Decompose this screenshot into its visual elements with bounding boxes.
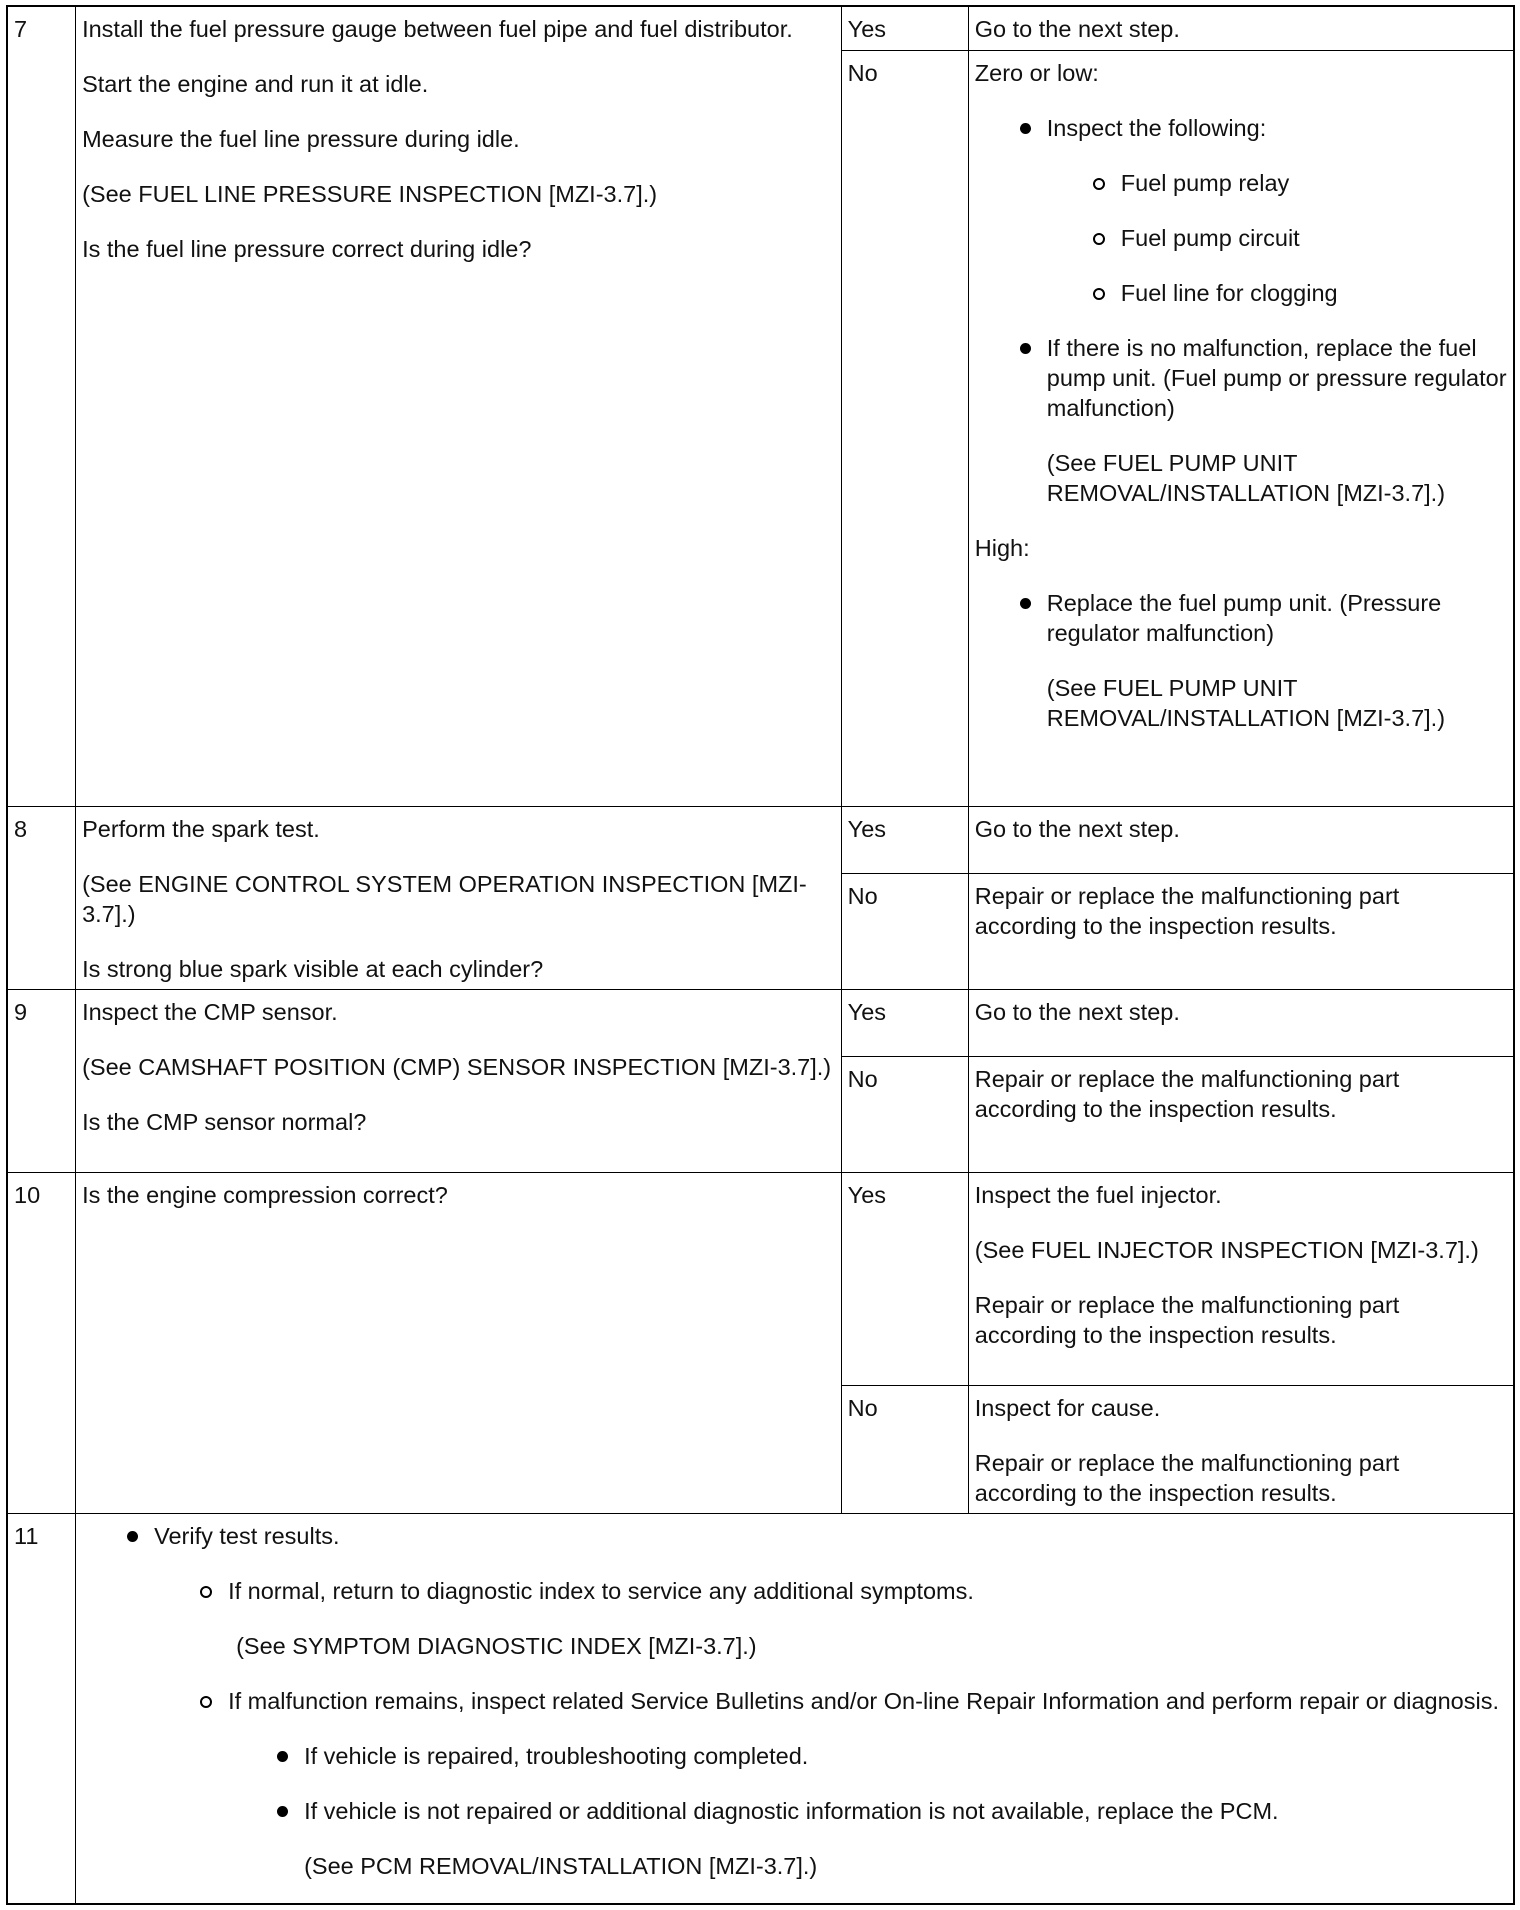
circle-item: If malfunction remains, inspect related Service Bulletins and/or On-line Repair Information and perform repair or diagnosis.: [196, 1686, 1507, 1716]
step-number: 11: [7, 1513, 76, 1904]
question-line: (See FUEL LINE PRESSURE INSPECTION [MZI-3.7].): [82, 181, 658, 207]
question-line: (See ENGINE CONTROL SYSTEM OPERATION INSPECTION [MZI-3.7].): [82, 870, 807, 927]
yes-action: Go to the next step.: [968, 989, 1514, 1056]
yes-label: Yes: [841, 806, 968, 873]
no-action: [968, 1385, 1514, 1513]
yes-action: Go to the next step.: [968, 6, 1514, 50]
bullet-item: If vehicle is repaired, troubleshooting completed.: [272, 1741, 1507, 1771]
no-action: Repair or replace the malfunctioning part according to the inspection results.: [968, 873, 1514, 989]
step-number: 9: [7, 989, 76, 1172]
question-line: Perform the spark test.: [82, 815, 320, 842]
high-label: High:: [974, 534, 1030, 561]
zero-low-label: Zero or low:: [974, 59, 1099, 86]
bullet-item: If vehicle is not repaired or additional diagnostic information is not available, replace the PCM.: [272, 1796, 1507, 1826]
reference-text: (See SYMPTOM DIAGNOSTIC INDEX [MZI-3.7].): [236, 1632, 757, 1659]
no-action: [968, 50, 1514, 806]
question-line: Inspect the CMP sensor.: [82, 998, 338, 1025]
question-line: Is the fuel line pressure correct during idle?: [82, 236, 532, 262]
reference-text: (See FUEL PUMP UNIT REMOVAL/INSTALLATION [MZI-3.7].): [1046, 674, 1446, 731]
step-question: [76, 806, 842, 989]
question-line: Start the engine and run it at idle.: [82, 71, 429, 97]
step-9-row-yes: [7, 989, 1514, 1056]
step-number: 7: [7, 6, 76, 806]
step-11-row: [7, 1513, 1514, 1904]
yes-action: Go to the next step.: [968, 806, 1514, 873]
step-question: [76, 989, 842, 1172]
question-line: Is strong blue spark visible at each cylinder?: [82, 955, 544, 982]
question-line: Measure the fuel line pressure during idle.: [82, 126, 520, 152]
no-action: Repair or replace the malfunctioning part according to the inspection results.: [968, 1056, 1514, 1172]
yes-label: Yes: [841, 6, 968, 50]
step-question: [76, 6, 842, 806]
action-line: Inspect for cause.: [974, 1394, 1161, 1421]
troubleshooting-table: [6, 5, 1515, 1905]
step-7-row-yes: [7, 6, 1514, 50]
question-line: (See CAMSHAFT POSITION (CMP) SENSOR INSPECTION [MZI-3.7].): [82, 1053, 832, 1080]
action-line: Repair or replace the malfunctioning part according to the inspection results.: [974, 1449, 1400, 1506]
circle-item: Fuel pump relay: [1089, 168, 1507, 198]
bullet-item: Replace the fuel pump unit. (Pressure regulator malfunction): [1015, 588, 1507, 648]
step-number: 8: [7, 806, 76, 989]
no-label: No: [841, 873, 968, 989]
step-8-row-yes: [7, 806, 1514, 873]
yes-action: [968, 1172, 1514, 1385]
question-line: Install the fuel pressure gauge between fuel pipe and fuel distributor.: [82, 16, 793, 42]
circle-item: If normal, return to diagnostic index to service any additional symptoms.: [196, 1576, 1507, 1606]
circle-item: Fuel line for clogging: [1089, 278, 1507, 308]
reference-text: (See FUEL PUMP UNIT REMOVAL/INSTALLATION [MZI-3.7].): [1046, 449, 1446, 506]
action-line: (See FUEL INJECTOR INSPECTION [MZI-3.7].): [974, 1236, 1479, 1263]
question-line: Is the CMP sensor normal?: [82, 1108, 367, 1135]
no-label: No: [841, 1385, 968, 1513]
yes-label: Yes: [841, 989, 968, 1056]
bullet-item: Verify test results.: [122, 1521, 1507, 1551]
bullet-item: If there is no malfunction, replace the fuel pump unit. (Fuel pump or pressure regulator malfunction): [1015, 333, 1507, 423]
step-question: Is the engine compression correct?: [76, 1172, 842, 1513]
action-line: Inspect the fuel injector.: [974, 1181, 1222, 1208]
bullet-item: Inspect the following:: [1015, 113, 1507, 143]
step-number: 10: [7, 1172, 76, 1513]
circle-item: Fuel pump circuit: [1089, 223, 1507, 253]
reference-text: (See PCM REMOVAL/INSTALLATION [MZI-3.7].): [304, 1852, 818, 1879]
action-line: Repair or replace the malfunctioning part according to the inspection results.: [974, 1291, 1400, 1348]
no-label: No: [841, 1056, 968, 1172]
step-10-row-yes: [7, 1172, 1514, 1385]
yes-label: Yes: [841, 1172, 968, 1385]
step-11-content: [76, 1513, 1514, 1904]
no-label: No: [841, 50, 968, 806]
